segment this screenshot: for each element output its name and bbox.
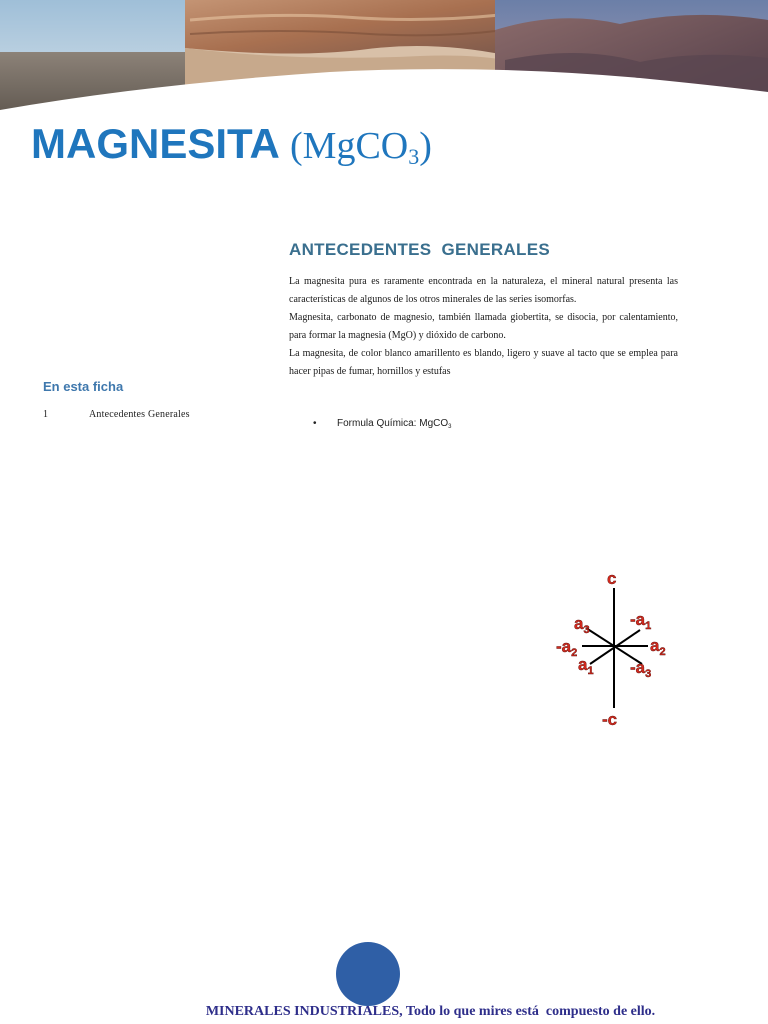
label-neg-c: -c (602, 710, 618, 729)
decorative-blue-circle (336, 942, 400, 1006)
title-formula-subscript: 3 (408, 144, 420, 169)
title-formula: (MgCO$_3$) (290, 125, 432, 169)
section-heading: ANTECEDENTES GENERALES (289, 240, 550, 259)
label-neg-a3: $-a_3$ (630, 658, 652, 680)
sidebar-heading: En esta ficha (43, 379, 124, 394)
bullet-label: Formula Química: (337, 418, 417, 429)
crystal-axes-diagram (546, 562, 686, 734)
bullet-formula: MgCO (419, 418, 449, 429)
title-text: MAGNESITA (31, 120, 279, 167)
footer-text: MINERALES INDUSTRIALES, Todo lo que mires está compuesto de ello. (205, 1004, 656, 1019)
paragraph-2: Magnesita, carbonato de magnesio, también llamada giobertita, se disocia, por calentamiento, para formar la magnesia (MgO) y dióxido de carbono. (289, 312, 678, 341)
label-a2: $a_2$ (650, 636, 666, 658)
bullet-dot: • (313, 418, 317, 429)
label-neg-a1: $-a_1$ (630, 610, 652, 632)
desert-landscape-photo (0, 0, 768, 120)
title-formula-main: MgCO (302, 125, 409, 167)
bullet-formula-subscript: 3 (448, 424, 452, 430)
page-title (31, 118, 432, 172)
section-body (289, 273, 678, 381)
paragraph-3: La magnesita, de color blanco amarillento es blando, ligero y suave al tacto que se emplea para hacer pipas de fumar, hornillos y estufas (289, 348, 678, 377)
label-a1: $a_1$ (578, 655, 594, 677)
paragraph-1: La magnesita pura es raramente encontrada en la naturaleza, el mineral natural presenta las características de algunos de los otros minerales de las series isomorfas. (289, 276, 678, 305)
label-neg-a2: $-a_2$ (556, 637, 578, 659)
header-banner-image (0, 0, 768, 120)
label-a3: $a_3$ (574, 614, 590, 636)
label-c: c (607, 569, 617, 588)
axes-lines (582, 588, 648, 708)
bullet-text (337, 418, 452, 429)
toc-item-number: 1 (43, 409, 48, 420)
toc-item-label: Antecedentes Generales (89, 409, 190, 420)
